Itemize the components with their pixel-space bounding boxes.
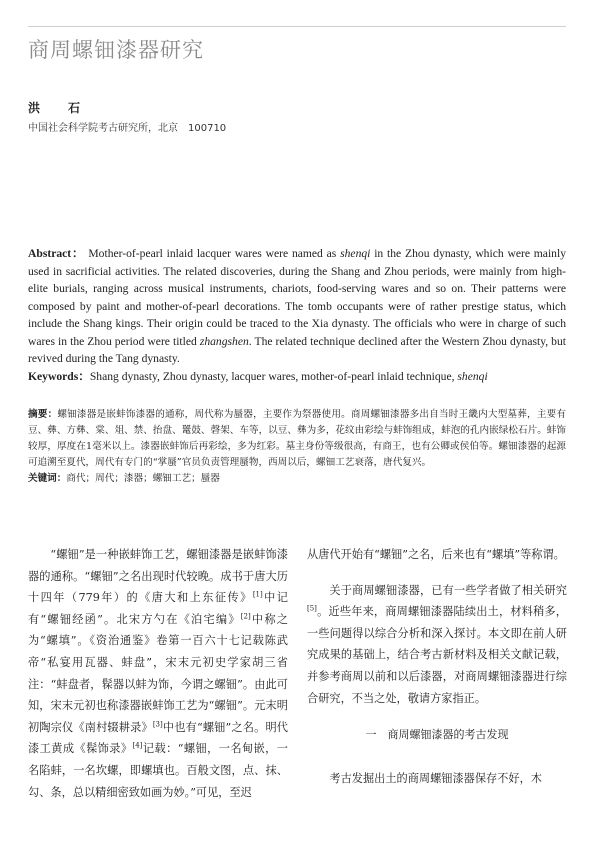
abstract-label: Abstract： <box>28 247 85 260</box>
keywords-zh-text: 商代；周代；漆器；螺钿工艺；蜃器 <box>66 473 220 484</box>
body-column-left <box>28 544 288 803</box>
keywords-term-shenqi: shenqi <box>457 369 488 383</box>
citation-ref[interactable]: [3] <box>152 720 163 729</box>
abstract-text-2: in the Zhou dynasty, which were mainly used in sacrificial activities. The related discoveries, during the Shang and Zhou periods, were mainly from high-elite burials, ranging across musical instruments, chariots, food-serving wares and so on. Their patterns were composed by paint and mother-of-pearl decorations. The tomb occupants were of rather prestige status, which include the Shang kings. Their origin could be traced to the Xia dynasty. The officials who were in charge of such wares in the Zhou period were titled <box>28 247 566 348</box>
abstract-text-1: Mother-of-pearl inlaid lacquer wares were named as <box>84 247 341 260</box>
abstract-zh-label: 摘要： <box>28 409 58 420</box>
citation-ref[interactable]: [1] <box>252 590 263 599</box>
author-name: 洪 石 <box>28 101 89 115</box>
keywords-text: Shang dynasty, Zhou dynasty, lacquer wares, mother-of-pearl inlaid technique, <box>89 369 458 383</box>
abstract-term-shenqi: shenqi <box>340 247 371 260</box>
citation-ref[interactable]: [5] <box>307 604 317 613</box>
keywords-label: Keywords： <box>28 369 90 383</box>
keywords-zh-label: 关键词： <box>28 473 67 484</box>
top-rule <box>28 26 566 27</box>
abstract-chinese <box>28 407 566 487</box>
keywords-english <box>28 368 566 386</box>
abstract-text-3: . The related technique declined after the Western Zhou dynasty, but revived during the Tang dynasty. <box>28 334 566 365</box>
body-paragraph: 考古发掘出土的商周螺钿漆器保存不好，木 <box>329 771 542 785</box>
citation-ref[interactable]: [4] <box>132 741 143 750</box>
abstract-english <box>28 245 566 385</box>
author-affiliation: 中国社会科学院考古研究所，北京 100710 <box>28 123 227 134</box>
abstract-term-zhangshen: zhangshen <box>199 334 249 348</box>
body-paragraph: 关于商周螺钿漆器，已有一些学者做了相关研究[5]。近些年来，商周螺钿漆器陆续出土，材料稍多，一些问题得以综合分析和深入探讨。本文即在前人研究成果的基础上，结合考古新材料及相关文献记载，并参考商周以前和以后漆器，对商周螺钿漆器进行综合研究，不当之处，敬请方家指正。 <box>307 583 567 705</box>
section-heading: 一 商周螺钿漆器的考古发现 <box>365 728 509 742</box>
body-paragraph: “螺钿”是一种嵌蚌饰工艺，螺钿漆器是嵌蚌饰漆器的通称。“螺钿”之名出现时代较晚。成书于唐大历十四年（779年）的《唐大和上东征传》[1]中记有“螺钿经函”。北宋方勺在《泊宅编》[2]中称之为“螺填”。《资治通鉴》卷第一百六十七记载陈武帝“私宴用瓦器、蚌盘”，宋末元初史学家胡三省注：“蚌盘者，髹器以蚌为饰，今谓之螺钿”。由此可知，宋末元初也称漆器嵌蚌饰工艺为“螺钿”。元末明初陶宗仪《南村辍耕录》[3]中也有“螺钿”之名。明代漆工黄成《髹饰录》[4]记载：“螺钿，一名甸嵌，一名陷蚌，一名坎螺，即螺填也。百般文图，点、抹、勾、条，总以精细密致如画为妙。”可见，至迟 <box>28 548 288 799</box>
body-paragraph: 从唐代开始有“螺钿”之名，后来也有“螺填”等称谓。 <box>307 548 565 561</box>
body-column-right <box>307 544 567 789</box>
abstract-zh-text: 螺钿漆器是嵌蚌饰漆器的通称，周代称为蜃器，主要作为祭器使用。商周螺钿漆器多出自当时王畿内大型墓葬，主要有豆、彝、方彝、棠、俎、禁、抬盘、鼍鼓、磬架、车等，以豆、彝为多，花纹由彩绘与蚌饰组成，蚌泡的孔内嵌绿松石片。蚌饰较厚，厚度在1毫米以上。漆器嵌蚌饰后再彩绘，多为红彩。墓主身份等级很高，有商王，也有公卿或侯伯等。螺钿漆器的起源可追溯至夏代，周代有专门的“掌蜃”官员负责管理蜃物，西周以后，螺钿工艺衰落，唐代复兴。 <box>28 409 567 468</box>
citation-ref[interactable]: [2] <box>240 612 251 621</box>
paper-title: 商周螺钿漆器研究 <box>28 38 204 62</box>
